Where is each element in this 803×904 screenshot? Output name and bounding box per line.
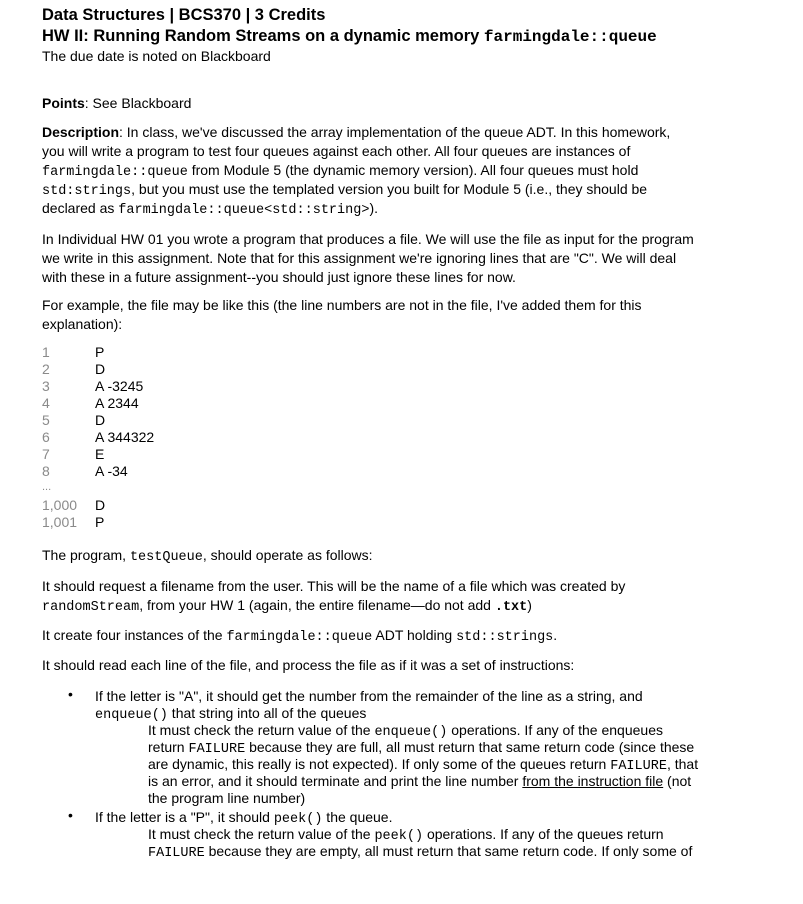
create-end: . — [553, 627, 558, 643]
line-number: 3 — [42, 378, 50, 394]
bullet-p-sub-1 — [148, 826, 664, 844]
bullet-icon: • — [68, 807, 73, 823]
bullet-a-line-1: If the letter is "A", it should get the number from the remainder of the line as a string, and — [95, 688, 643, 704]
file-line: D — [95, 412, 106, 428]
line-number: 2 — [42, 361, 50, 377]
file-line: D — [95, 361, 106, 377]
ellipsis: ... — [42, 481, 52, 493]
sub-text: , that — [666, 756, 699, 772]
code-txt: .txt — [494, 600, 528, 615]
file-line: P — [95, 344, 105, 360]
description-line-1 — [42, 124, 670, 140]
sub-text: operations. If any of the enqueues — [447, 722, 663, 738]
sub-text: because they are empty, all must return that same return code. If only some of — [204, 843, 693, 859]
program-post: , should operate as follows: — [202, 547, 373, 563]
line-number: 5 — [42, 412, 50, 428]
example-line-2: explanation): — [42, 316, 123, 332]
code-enqueue: enqueue() — [95, 708, 168, 723]
bullet-a-text-2: that string into all of the queues — [167, 705, 367, 721]
bullet-p-sub-2 — [148, 843, 692, 861]
sub-text: It must check the return value of the — [148, 722, 375, 738]
individual-line-1: In Individual HW 01 you wrote a program that produces a file. We will use the file as input for the program — [42, 231, 694, 247]
description-label: Description — [42, 124, 120, 140]
program-intro — [42, 547, 373, 565]
bullet-a-sub-1 — [148, 722, 663, 740]
line-number: 1,000 — [42, 497, 78, 513]
assignment-subtitle — [42, 27, 657, 46]
sub-text: because they are full, all must return that same return code (since these — [245, 739, 695, 755]
file-line: D — [95, 497, 106, 513]
create-paragraph — [42, 627, 557, 645]
code-templated-queue: farmingdale::queue<std::string> — [118, 203, 370, 218]
individual-line-2: we write in this assignment. Note that for this assignment we're ignoring lines that are "C". We will deal — [42, 250, 677, 266]
file-line: A 2344 — [95, 395, 139, 411]
points-label: Points — [42, 95, 85, 111]
subtitle-text: HW II: Running Random Streams on a dynamic memory — [42, 27, 484, 45]
program-pre: The program, — [42, 547, 130, 563]
bullet-a-sub-2 — [148, 739, 694, 757]
code-std-strings: std::strings — [456, 630, 554, 645]
code-failure: FAILURE — [188, 742, 246, 757]
code-failure: FAILURE — [610, 759, 667, 774]
bullet-p-text: If the letter is a "P", it should — [95, 809, 274, 825]
file-line: A 344322 — [95, 429, 155, 445]
subtitle-code: farmingdale::queue — [483, 28, 657, 46]
example-line-1: For example, the file may be like this (the line numbers are not in the file, I've added them for this — [42, 297, 642, 313]
instruction-file-link[interactable]: from the instruction file — [522, 773, 664, 789]
description-line-3 — [42, 162, 638, 180]
bullet-a-sub-5: the program line number) — [148, 790, 306, 806]
line-number: 7 — [42, 446, 50, 462]
code-peek: peek() — [273, 812, 323, 827]
sub-text: are dynamic, this really is not expected). If only some of the queues return — [148, 756, 611, 772]
code-failure: FAILURE — [148, 846, 205, 861]
line-number: 1 — [42, 344, 50, 360]
request-text-2-end: ) — [527, 597, 532, 613]
sub-text: It must check the return value of the — [148, 826, 375, 842]
points-line — [42, 95, 191, 111]
sub-text: return — [148, 739, 189, 755]
line-number: 8 — [42, 463, 50, 479]
code-farmingdale-queue: farmingdale::queue — [42, 165, 188, 180]
sub-text: (not — [663, 773, 692, 789]
file-line: A -3245 — [95, 378, 144, 394]
code-randomstream: randomStream — [42, 600, 140, 615]
description-line-4 — [42, 181, 647, 199]
bullet-a-sub-4 — [148, 773, 691, 789]
code-testqueue: testQueue — [129, 550, 203, 565]
points-text: : See Blackboard — [84, 95, 192, 111]
line-number: 4 — [42, 395, 50, 411]
file-line: A -34 — [95, 463, 128, 479]
individual-line-3: with these in a future assignment--you should just ignore these lines for now. — [42, 269, 516, 285]
due-date-note: The due date is noted on Blackboard — [42, 48, 271, 64]
bullet-a-sub-3 — [148, 756, 698, 774]
file-line: P — [95, 514, 105, 530]
description-text-3: from Module 5 (the dynamic memory version). All four queues must hold — [187, 162, 639, 178]
sub-text: is an error, and it should terminate and print the line number — [148, 773, 523, 789]
line-number: 1,001 — [42, 514, 78, 530]
line-number: 6 — [42, 429, 50, 445]
description-text-4: , but you must use the templated version you built for Module 5 (i.e., they should be — [131, 181, 648, 197]
request-text-2: , from your HW 1 (again, the entire filename—do not add — [139, 597, 495, 613]
create-pre: It create four instances of the — [42, 627, 227, 643]
description-line-2: you will write a program to test four queues against each other. All four queues are instances of — [42, 143, 631, 159]
description-line-5 — [42, 200, 378, 218]
description-text-1: : In class, we've discussed the array implementation of the queue ADT. In this homework, — [119, 124, 671, 140]
bullet-p-line-1 — [95, 809, 392, 827]
page-title: Data Structures | BCS370 | 3 Credits — [42, 6, 326, 24]
description-text-5-end: ). — [369, 200, 378, 216]
code-std-strings: std:strings — [42, 184, 132, 199]
create-mid: ADT holding — [372, 627, 457, 643]
request-line-2 — [42, 597, 532, 615]
code-enqueue: enqueue() — [374, 725, 448, 740]
description-text-5: declared as — [42, 200, 119, 216]
bullet-icon: • — [68, 686, 73, 702]
code-farmingdale-queue: farmingdale::queue — [226, 630, 373, 645]
bullet-a-line-2 — [95, 705, 366, 723]
file-line: E — [95, 446, 105, 462]
request-line-1: It should request a filename from the user. This will be the name of a file which was created by — [42, 578, 626, 594]
sub-text: operations. If any of the queues return — [423, 826, 664, 842]
code-peek: peek() — [374, 829, 424, 844]
read-paragraph: It should read each line of the file, and process the file as if it was a set of instructions: — [42, 657, 575, 673]
bullet-p-text: the queue. — [322, 809, 393, 825]
